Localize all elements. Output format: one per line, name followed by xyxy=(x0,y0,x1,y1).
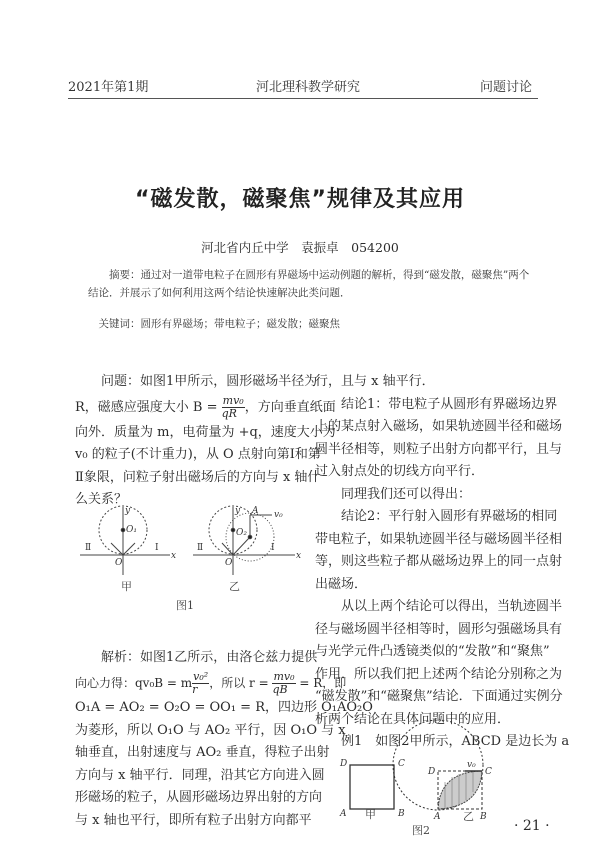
text-line: 向外．质量为 m，电荷量为 +q，速度大小为 xyxy=(75,424,336,440)
svg-text:C: C xyxy=(398,759,405,769)
text-line: O₁A = AO₂ = O₂O = OO₁ = R，四边形 O₁AO₂O xyxy=(75,700,373,715)
text-line: 为菱形，所以 O₁O 与 AO₂ 平行，因 O₁O 与 x xyxy=(75,722,346,738)
text-line: 带电粒子，如果轨迹圆半径与磁场圆半径相 xyxy=(315,531,563,547)
header-rule xyxy=(68,98,538,99)
running-header xyxy=(68,76,532,96)
abstract-line: 结论．并展示了如何利用这两个结论快速解决此类问题． xyxy=(88,287,351,299)
figure-1b-label: 乙 xyxy=(229,580,240,593)
svg-text:Ⅰ: Ⅰ xyxy=(155,543,159,553)
text-line: 等，则这些粒子都从磁场边界上的同一点射 xyxy=(315,554,563,569)
text-line: 上的某点射入磁场，如果轨迹圆半径和磁场 xyxy=(315,419,563,434)
text-line: 与 x 轴也平行，即所有粒子出射方向都平 xyxy=(75,812,312,828)
svg-text:x: x xyxy=(171,551,177,561)
text-line: 出磁场． xyxy=(315,576,368,592)
figure-1-caption: 图1 xyxy=(176,599,194,612)
text-line: 从以上两个结论可以得出，当轨迹圆半 xyxy=(341,599,563,614)
text-line: 轴垂直，出射速度与 AO₂ 垂直，得粒子出射 xyxy=(75,745,330,760)
svg-text:y: y xyxy=(125,506,131,516)
svg-text:O: O xyxy=(115,558,123,568)
text-line: Ⅱ象限，问粒子射出磁场后的方向与 x 轴什 xyxy=(75,469,321,485)
text-line: 方向与 x 轴平行．同理，沿其它方向进入圆 xyxy=(75,767,325,783)
text-line: “磁发散”和“磁聚焦”结论．下面通过实例分 xyxy=(315,689,563,704)
text-line: 行，且与 x 轴平行． xyxy=(315,374,435,389)
svg-text:C: C xyxy=(485,767,492,777)
svg-text:O: O xyxy=(225,558,233,568)
figure-1a-label: 甲 xyxy=(121,580,132,593)
text-line: 例1 如图2甲所示，ABCD 是边长为 a xyxy=(341,734,570,749)
journal-name: 河北理科教学研究 xyxy=(256,80,361,95)
svg-text:D: D xyxy=(428,767,436,777)
right-column xyxy=(315,371,570,754)
figure-2-caption: 图2 xyxy=(412,824,430,837)
article-title: “磁发散，磁聚焦”规律及其应用 xyxy=(135,187,465,212)
text-line: 结论2：平行射入圆形有界磁场的相同 xyxy=(341,509,558,524)
author-line: 河北省内丘中学 袁振卓 054200 xyxy=(201,240,399,255)
figure-1 xyxy=(75,505,300,595)
svg-text:B: B xyxy=(480,812,487,822)
abstract-line: 摘要：通过对一道带电粒子在圆形有界磁场中运动例题的解析，得到“磁发散，磁聚焦”两个 xyxy=(109,269,530,281)
svg-text:Ⅱ: Ⅱ xyxy=(85,543,92,553)
svg-text:x: x xyxy=(296,551,302,561)
text-line: v₀ 的粒子(不计重力)，从 O 点射向第Ⅰ和第 xyxy=(75,447,321,462)
text-line-formula: 向心力得：qv₀B = m $\frac{\text{v₀²}}{r}$ ，所以 r = $\frac{\text{mv₀}}{qB}$ = R，即 xyxy=(75,670,347,696)
svg-text:A: A xyxy=(434,812,441,822)
text-line: 结论1：带电粒子从圆形有界磁场边界 xyxy=(341,396,558,412)
text-line: 问题：如图1甲所示，圆形磁场半径为 xyxy=(101,374,318,389)
svg-text:v₀: v₀ xyxy=(274,510,283,520)
section-name: 问题讨论 xyxy=(479,80,532,95)
text-line: 径与磁场圆半径相等时，圆形匀强磁场具有 xyxy=(315,621,563,637)
figure-2b-label: 乙 xyxy=(463,810,474,823)
text-line: 过入射点处的切线方向平行． xyxy=(315,464,485,479)
issue-label: 2021年第1期 xyxy=(68,80,149,95)
svg-text:y: y xyxy=(235,506,241,516)
svg-text:Ⅱ: Ⅱ xyxy=(197,543,204,553)
page-number: · 21 · xyxy=(514,818,550,834)
text-line: 与光学元件凸透镜类似的“发散”和“聚焦” xyxy=(315,644,550,659)
text-line: 么关系？ xyxy=(75,492,128,507)
text-line: 形磁场的粒子，从圆形磁场边界出射的方向 xyxy=(75,790,323,805)
text-line: 析两个结论在具体问题中的应用． xyxy=(315,711,511,727)
abstract xyxy=(88,266,538,302)
keywords: 关键词：圆形有界磁场；带电粒子；磁发散；磁聚焦 xyxy=(98,318,340,330)
figure-2a-label: 甲 xyxy=(365,808,376,821)
svg-text:A: A xyxy=(340,809,347,819)
text-line: 圆半径相等，则粒子出射方向都平行，且与 xyxy=(315,441,563,457)
figure-1a xyxy=(80,506,170,575)
text-line: 同理我们还可以得出： xyxy=(341,486,472,502)
figure-2 xyxy=(330,752,530,827)
text-line: 解析：如图1乙所示，由洛仑兹力提供 xyxy=(101,649,318,665)
svg-text:v₀: v₀ xyxy=(467,760,476,770)
svg-text:O₂: O₂ xyxy=(236,528,247,538)
svg-text:O₁: O₁ xyxy=(126,525,137,535)
svg-text:D: D xyxy=(340,759,348,769)
text-line-formula: R，磁感应强度大小 B = $\frac{\text{mv₀}}{qR}$ ，方向垂直纸面 xyxy=(75,393,336,420)
svg-text:Ⅰ: Ⅰ xyxy=(271,543,275,553)
svg-text:B: B xyxy=(398,809,405,819)
figure-2a xyxy=(350,765,394,809)
text-line: 作用．所以我们把上述两个结论分别称之为 xyxy=(315,666,563,682)
svg-text:A: A xyxy=(252,506,259,516)
